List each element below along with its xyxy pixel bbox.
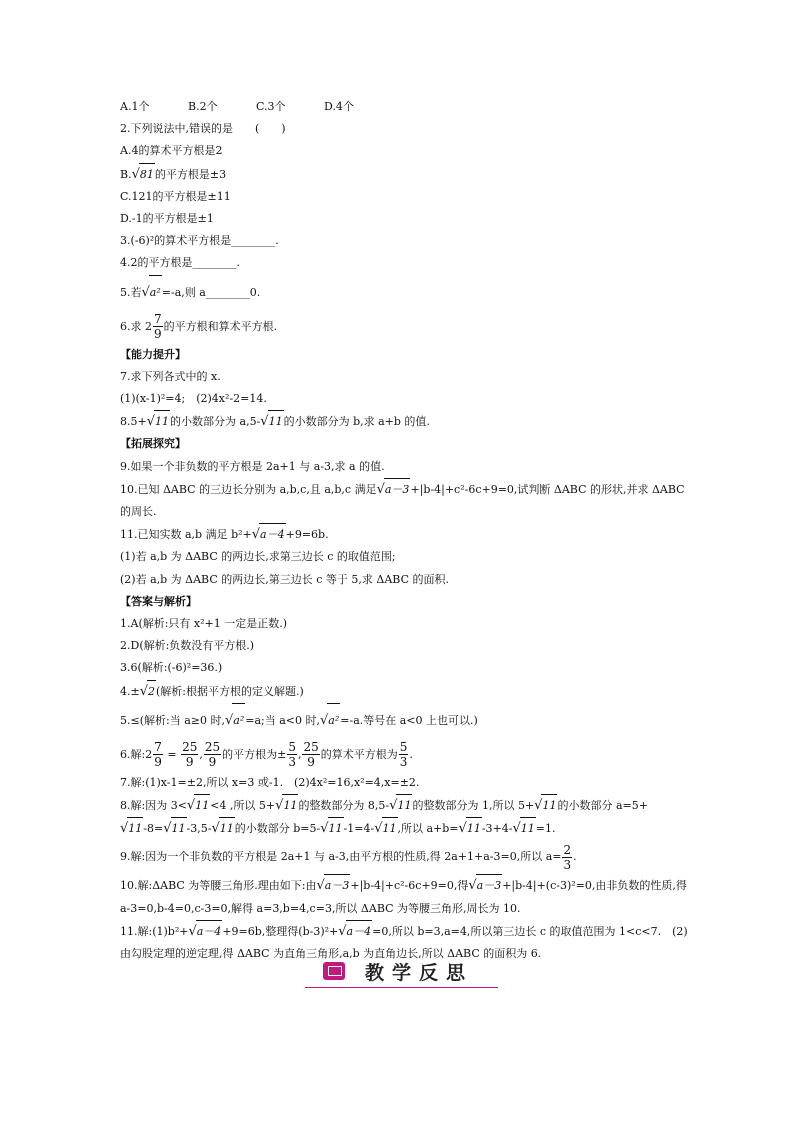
option-c: C.3个 [256, 100, 286, 113]
q11-part2: (2)若 a,b 为 ΔABC 的两边长,第三边长 c 等于 5,求 ΔABC 的面积. [120, 572, 449, 586]
q2-option-c: C.121的平方根是±11 [120, 189, 231, 203]
answer-8-line1: 8.解:因为 3<√11<4 ,所以 5+√11的整数部分为 8,5-√11的整数部分为 1,所以 5+√11的小数部分 a=5+ [120, 794, 680, 817]
q2-option-b: B.√81的平方根是±3 [120, 163, 680, 186]
q1-options [120, 96, 680, 118]
q11: 11.已知实数 a,b 满足 b²+√a－4+9=6b. [120, 523, 680, 546]
q2-option-a: A.4的算术平方根是2 [120, 144, 223, 158]
answer-4: 4.±√2(解析:根据平方根的定义解题.) [120, 680, 680, 703]
q10-line2: 的周长. [120, 505, 157, 519]
section-answers: 【答案与解析】 [120, 594, 197, 608]
q5: 5.若√a²=-a,则 a________0. [120, 275, 680, 310]
teaching-reflection-banner [305, 958, 498, 988]
answer-11-line2: 由勾股定理的逆定理,得 ΔABC 为直角三角形,a,b 为直角边长,所以 ΔABC 的面积为 6. [120, 947, 542, 961]
banner-underline [305, 987, 498, 988]
answer-10-line1: 10.解:ΔABC 为等腰三角形.理由如下:由√a－3+|b-4|+c²-6c+9=0,得√a－3+|b-4|+(c-3)²=0,由非负数的性质,得 [120, 874, 680, 897]
answer-8-line2: √11-8=√11-3,5-√11的小数部分 b=5-√11-1=4-√11,所以 a+b=√11-3+4-√11=1. [120, 817, 680, 840]
teaching-screen-icon [323, 962, 345, 980]
q7: 7.求下列各式中的 x. [120, 369, 221, 383]
q6: 6.求 2 $\frac{7}{9}$ 的平方根和算术平方根. [120, 312, 278, 342]
option-d: D.4个 [324, 100, 354, 113]
option-b: B.2个 [188, 100, 218, 113]
radical: 81 [139, 163, 155, 186]
q9: 9.如果一个非负数的平方根是 2a+1 与 a-3,求 a 的值. [120, 459, 385, 473]
q11-part1: (1)若 a,b 为 ΔABC 的两边长,求第三边长 c 的取值范围; [120, 550, 396, 564]
q8: 8.5+√11的小数部分为 a,5-√11的小数部分为 b,求 a+b 的值. [120, 410, 680, 433]
section-ability: 【能力提升】 [120, 347, 186, 361]
q3: 3.(-6)²的算术平方根是________. [120, 234, 279, 248]
answer-2: 2.D(解析:负数没有平方根.) [120, 639, 255, 653]
banner-title: 教学反思 [365, 962, 474, 984]
option-a: A.1个 [120, 100, 150, 113]
q2-stem: 2.下列说法中,错误的是 ( ) [120, 122, 286, 136]
q7-parts: (1)(x-1)²=4; (2)4x²-2=14. [120, 392, 267, 406]
q2-option-d: D.-1的平方根是±1 [120, 212, 214, 226]
answer-10-line2: a-3=0,b-4=0,c-3=0,解得 a=3,b=4,c=3,所以 ΔABC 为等腰三角形,周长为 10. [120, 901, 521, 915]
answer-9: 9.解:因为一个非负数的平方根是 2a+1 与 a-3,由平方根的性质,得 2a+1+a-3=0,所以 a= $\frac{2}{3}$ . [120, 842, 577, 872]
section-explore: 【拓展探究】 [120, 437, 186, 451]
answer-6: 6.解:2 $\frac{7}{9}$ = $\frac{25}{9}$ , $\frac{25}{9}$ 的平方根为± $\frac{5}{3}$ , $\frac{25}{9}$ 的算术平方根为 $\frac{5}{3}$ . [120, 740, 413, 770]
answer-11-line1: 11.解:(1)b²+√a－4+9=6b,整理得(b-3)²+√a－4=0,所以 b=3,a=4,所以第三边长 c 的取值范围为 1<c<7. (2) [120, 920, 680, 943]
fraction: $\frac{7}{9}$ [154, 312, 162, 342]
q4: 4.2的平方根是________. [120, 256, 240, 270]
q10: 10.已知 ΔABC 的三边长分别为 a,b,c,且 a,b,c 满足√a－3+|b-4|+c²-6c+9=0,试判断 ΔABC 的形状,并求 ΔABC [120, 478, 680, 501]
answer-5: 5.≤(解析:当 a≥0 时,√a²=a;当 a<0 时,√a²=-a.等号在 a<0 上也可以.) [120, 703, 680, 738]
worksheet [120, 96, 688, 965]
answer-1: 1.A(解析:只有 x²+1 一定是正数.) [120, 617, 288, 631]
answer-3: 3.6(解析:(-6)²=36.) [120, 661, 223, 675]
answer-7: 7.解:(1)x-1=±2,所以 x=3 或-1. (2)4x²=16,x²=4,x=±2. [120, 775, 420, 789]
